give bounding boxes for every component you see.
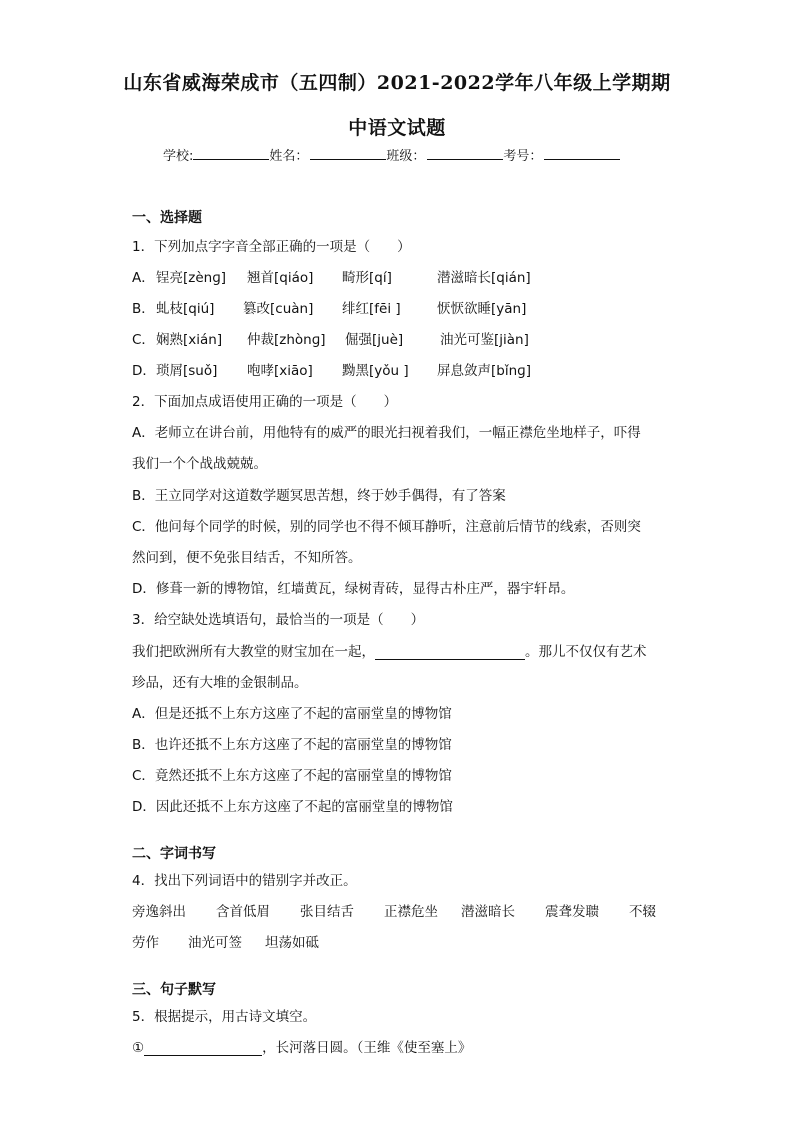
word-item: 油光可签 <box>188 935 242 951</box>
exam-no-label: 考号： <box>503 149 543 164</box>
word-item: 张目结舌 <box>300 904 354 920</box>
option-item: 畸形[qí] <box>342 270 392 286</box>
exam-title-line2: 中语文试题 <box>348 117 446 139</box>
option-item: 咆哮[xiāo] <box>247 363 313 379</box>
option-letter: C． <box>132 332 155 348</box>
word-item: 正襟危坐 <box>384 904 438 920</box>
option-item: 油光可鉴[jiàn] <box>440 332 529 348</box>
exam-title-line1: 山东省威海荣成市（五四制）2021-2022学年八年级上学期期 <box>123 72 671 94</box>
student-info-row <box>163 145 620 164</box>
option-letter: B． <box>132 301 155 317</box>
q5-item-number: ① <box>132 1040 145 1056</box>
option-item: 潜滋暗长[qián] <box>437 270 531 286</box>
q3-passage-line1 <box>132 640 647 660</box>
option-item: 屏息敛声[bǐnɡ] <box>437 363 531 379</box>
class-label: 班级： <box>386 149 426 164</box>
exam-no-blank[interactable] <box>544 145 620 160</box>
q5-answer-blank[interactable] <box>144 1040 262 1056</box>
option-item: 锃亮[zènɡ] <box>156 270 227 286</box>
q3-option-b: B．也许还抵不上东方这座了不起的富丽堂皇的博物馆 <box>132 737 452 753</box>
class-blank[interactable] <box>427 145 503 160</box>
word-item: 含首低眉 <box>216 904 270 920</box>
word-item: 劳作 <box>132 935 159 951</box>
option-item: 恹恹欲睡[yān] <box>437 301 527 317</box>
q3-answer-blank[interactable] <box>375 644 525 660</box>
word-item: 坦荡如砥 <box>265 935 319 951</box>
word-item: 震聋发聩 <box>545 904 599 920</box>
q1-stem: 1．下列加点字字音全部正确的一项是（ ） <box>132 239 411 255</box>
name-label: 姓名： <box>269 149 309 164</box>
word-item: 潜滋暗长 <box>461 904 515 920</box>
q2-option-c-line2: 然问到，便不免张目结舌，不知所答。 <box>132 550 362 566</box>
section2-heading: 二、字词书写 <box>132 846 216 862</box>
option-item: 黝黑[yǒu ] <box>342 363 409 379</box>
option-item: 倔强[juè] <box>345 332 404 348</box>
q2-stem: 2．下面加点成语使用正确的一项是（ ） <box>132 394 398 410</box>
q3-option-d: D．因此还抵不上东方这座了不起的富丽堂皇的博物馆 <box>132 799 453 815</box>
q2-option-b: B．王立同学对这道数学题冥思苦想，终于妙手偶得，有了答案 <box>132 488 506 504</box>
q4-stem: 4．找出下列词语中的错别字并改正。 <box>132 873 357 889</box>
q3-passage-text-b: 。那儿不仅仅有艺术 <box>525 644 647 660</box>
section3-heading: 三、句子默写 <box>132 982 216 998</box>
section1-heading: 一、选择题 <box>132 210 202 226</box>
option-letter: D． <box>132 363 156 379</box>
option-item: 翘首[qiáo] <box>247 270 314 286</box>
q3-option-c: C．竟然还抵不上东方这座了不起的富丽堂皇的博物馆 <box>132 768 452 784</box>
option-letter: A． <box>132 270 155 286</box>
name-blank[interactable] <box>310 145 386 160</box>
q3-passage-line2: 珍品，还有大堆的金银制品。 <box>132 675 308 691</box>
q3-passage-text-a: 我们把欧洲所有大教堂的财宝加在一起， <box>132 644 375 660</box>
school-blank[interactable] <box>193 145 269 160</box>
q5-item-1 <box>132 1036 471 1056</box>
q2-option-c-line1: C．他问每个同学的时候，别的同学也不得不倾耳静听，注意前后情节的线索，否则突 <box>132 519 641 535</box>
option-item: 篡改[cuàn] <box>243 301 314 317</box>
q2-option-a-line2: 我们一个个战战兢兢。 <box>132 456 267 472</box>
option-item: 琐屑[suǒ] <box>156 363 218 379</box>
option-item: 娴熟[xián] <box>156 332 223 348</box>
option-item: 仲裁[zhònɡ] <box>247 332 326 348</box>
word-item: 不辍 <box>629 904 656 920</box>
school-label: 学校: <box>163 149 194 164</box>
q3-stem: 3．给空缺处选填语句，最恰当的一项是（ ） <box>132 612 425 628</box>
q2-option-d: D．修葺一新的博物馆，红墙黄瓦，绿树青砖，显得古朴庄严，器宇轩昂。 <box>132 581 575 597</box>
word-item: 旁逸斜出 <box>132 904 186 920</box>
q3-option-a: A．但是还抵不上东方这座了不起的富丽堂皇的博物馆 <box>132 706 452 722</box>
q5-item-text: ，长河落日圆。（王维《使至塞上》 <box>262 1040 472 1056</box>
q2-option-a-line1: A．老师立在讲台前，用他特有的威严的眼光扫视着我们，一幅正襟危坐地样子，吓得 <box>132 425 641 441</box>
q5-stem: 5．根据提示，用古诗文填空。 <box>132 1009 317 1025</box>
option-item: 虬枝[qiú] <box>156 301 215 317</box>
option-item: 绯红[fēi ] <box>342 301 401 317</box>
